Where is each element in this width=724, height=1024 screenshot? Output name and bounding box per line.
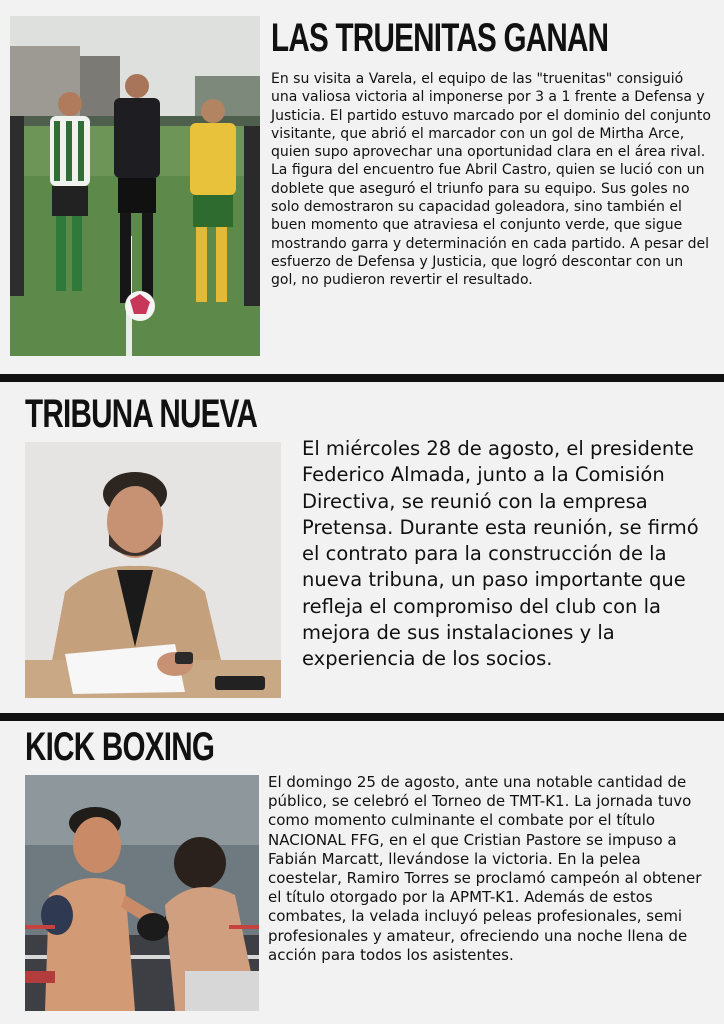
article-tribuna (0, 382, 724, 712)
kickboxing-fight-photo (25, 775, 259, 1011)
article-kickboxing (0, 721, 724, 1024)
article-body-truenitas: En su visita a Varela, el equipo de las "truenitas" consiguió una valiosa victoria al imponerse por 3 a 1 frente a Defensa y Justicia. El partido estuvo marcado por el dominio del conjunto visitante, que abrió el marcador con un gol de Mirtha Arce, quien supo aprovechar una oportunidad clara en el área rival. La figura del encuentro fue Abril Castro, quien se lució con un doblete que aseguró el triunfo para su equipo. Sus goles no solo demostraron su capacidad goleadora, sino también el buen momento que atraviesa el conjunto verde, que sigue mostrando garra y determinación en cada partido. A pesar del esfuerzo de Defensa y Justicia, que logró descontar con un gol, no pudieron revertir el resultado. (271, 71, 711, 289)
headline-tribuna: TRIBUNA NUEVA (25, 392, 258, 436)
headline-truenitas: LAS TRUENITAS GANAN (271, 16, 609, 60)
article-body-kickboxing: El domingo 25 de agosto, ante una notable cantidad de público, se celebró el Torneo de TMT-K1. La jornada tuvo como momento culminante el combate por el título NACIONAL FFG, en el que Cristian Pastore se impuso a Fabián Marcatt, llevándose la victoria. En la pelea coestelar, Ramiro Torres se proclamó campeón al obtener el título otorgado por la APMT-K1. Además de estos combates, la velada incluyó peleas profesionales, semi profesionales y amateur, ofreciendo una noche llena de acción para todos los asistentes. (268, 773, 702, 964)
section-divider (0, 713, 724, 721)
article-body-tribuna: El miércoles 28 de agosto, el presidente Federico Almada, junto a la Comisión Directiva, se reunió con la empresa Pretensa. Durante esta reunión, se firmó el contrato para la construcción de la nueva tribuna, un paso importante que refleja el compromiso del club con la mejora de sus instalaciones y la experiencia de los socios. (302, 437, 699, 671)
headline-kickboxing: KICK BOXING (25, 725, 215, 769)
president-signing-contract-photo (25, 442, 281, 698)
article-truenitas (0, 0, 724, 372)
women-football-team-photo (10, 16, 260, 356)
section-divider (0, 374, 724, 382)
